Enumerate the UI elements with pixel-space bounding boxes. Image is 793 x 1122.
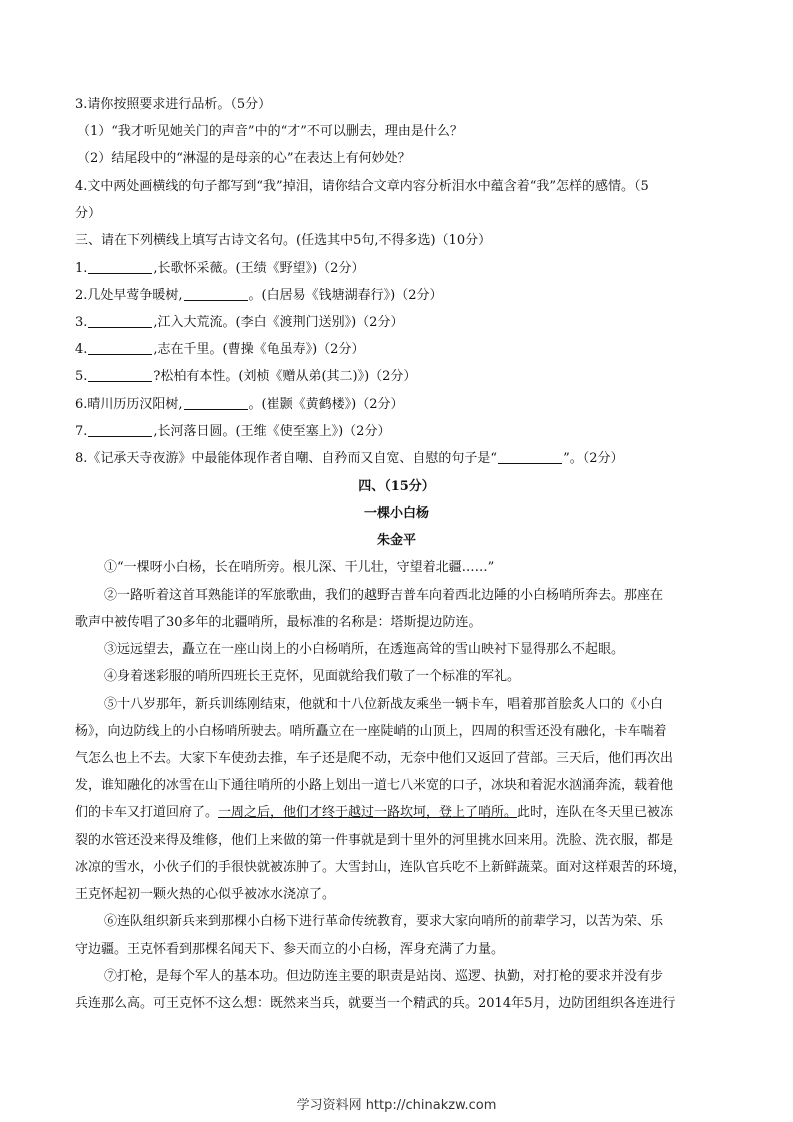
article-title: 一棵小白杨 [363, 506, 429, 521]
poem-item-post: ,长歌怀采薇。(王绩《野望》)（2分） [153, 261, 365, 276]
section4-heading: 四、（15分） [358, 479, 435, 494]
paragraph-2-line-2: 歌声中被传唱了30多年的北疆哨所，最标准的名称是：塔斯提边防连。 [75, 615, 482, 630]
paragraph-5-line-8: 王克怀起初一颗火热的心似乎被冰水浇凉了。 [75, 887, 336, 902]
q3-title: 3.请你按照要求进行品析。（5分） [75, 97, 272, 112]
fill-blank[interactable] [88, 315, 152, 328]
article-author: 朱金平 [376, 533, 416, 548]
poem-item-3 [75, 315, 403, 331]
poem-item-pre: 8.《记承天寺夜游》中最能体现作者自嘲、自矜而又自宽、自慰的句子是“ [75, 451, 498, 466]
poem-item-pre: 4. [75, 342, 88, 357]
poem-item-2 [75, 288, 442, 304]
paragraph-6-line-1: ⑥连队组织新兵来到那棵小白杨下进行革命传统教育，要求大家向哨所的前辈学习，以苦为荣、乐 [104, 914, 664, 929]
paragraph-7-line-1: ⑦打枪，是每个军人的基本功。但边防连主要的职责是站岗、巡逻、执勤，对打枪的要求并没有步 [104, 969, 664, 984]
paragraph-5-line-7: 冰凉的雪水，小伙子们的手很快就被冻肿了。大雪封山，连队官兵吃不上新鲜蔬菜。面对这样艰苦的环境， [75, 860, 687, 875]
q4-line1: 4.文中两处画横线的句子都写到“我”掉泪，请你结合文章内容分析泪水中蕴含着“我”怎样的感情。（5 [75, 179, 649, 194]
fill-blank[interactable] [88, 261, 152, 274]
poem-item-7 [75, 424, 390, 440]
q3-sub1: （1）“我才听见她关门的声音”中的“才”不可以删去，理由是什么？ [77, 124, 463, 139]
poem-item-post: ?松柏有本性。(刘桢《赠从弟(其二)》)（2分） [153, 369, 417, 384]
underlined-sentence: 一周之后，他们才终于越过一路坎坷，登上了哨所。 [218, 805, 518, 820]
q3-sub2: （2）结尾段中的“淋湿的是母亲的心”在表达上有何妙处？ [77, 151, 411, 166]
poem-item-post: ”。（2分） [563, 451, 624, 466]
paragraph-5-line-1: ⑤十八岁那年，新兵训练刚结束，他就和十八位新战友乘坐一辆卡车，唱着那首脍炙人口的《小白 [104, 697, 664, 712]
q4-line2: 分） [75, 206, 102, 221]
paragraph-1: ①“一棵呀小白杨，长在哨所旁。根儿深、干儿壮，守望着北疆……” [104, 560, 495, 575]
poem-item-pre: 7. [75, 424, 88, 439]
poem-item-post: ,长河落日圆。(王维《使至塞上》)（2分） [153, 424, 391, 439]
poem-item-pre: 6.晴川历历汉阳树, [75, 397, 183, 412]
poem-item-8 [75, 451, 623, 467]
fill-blank[interactable] [184, 288, 248, 301]
fill-blank[interactable] [88, 369, 152, 382]
poem-item-post: 。(崔颢《黄鹤楼》)（2分） [248, 397, 404, 412]
paragraph-5-line-6: 裂的水管还没来得及维修，他们上来做的第一件事就是到十里外的河里挑水回来用。洗脸、洗衣服，都是 [75, 833, 674, 848]
paragraph-3: ③远远望去，矗立在一座山岗上的小白杨哨所，在透迤高耸的雪山映衬下显得那么不起眼。 [104, 642, 625, 657]
paragraph-6-line-2: 守边疆。王克怀看到那棵名闻天下、参天而立的小白杨，浑身充满了力量。 [75, 942, 505, 957]
poem-item-6 [75, 397, 403, 413]
fill-blank[interactable] [498, 451, 562, 464]
poem-item-5 [75, 369, 416, 385]
section3-title: 三、请在下列横线上填写古诗文名句。(任选其中5句,不得多选)（10分） [75, 233, 492, 248]
poem-item-pre: 5. [75, 369, 88, 384]
paragraph-7-line-2: 兵连那么高。可王克怀不这么想：既然来当兵，就要当一个精武的兵。2014年5月，边防团组织各连进行 [75, 996, 676, 1011]
poem-item-pre: 2.几处早莺争暖树, [75, 288, 183, 303]
paragraph-text: 此时，连队在冬天里已被冻 [517, 805, 674, 820]
fill-blank[interactable] [88, 424, 152, 437]
poem-item-post: ,志在千里。(曹操《龟虽寿》)（2分） [153, 342, 365, 357]
paragraph-5-line-2: 杨》，向边防线上的小白杨哨所驶去。哨所矗立在一座陡峭的山顶上，四周的积雪还没有融化，卡车喘着 [75, 724, 667, 739]
poem-item-post: ,江入大荒流。(李白《渡荆门送别》)（2分） [153, 315, 404, 330]
poem-item-post: 。(白居易《钱塘湖春行》)（2分） [248, 288, 443, 303]
poem-item-1 [75, 261, 364, 277]
footer-watermark: 学习资料网 http://chinakzw.com [296, 1098, 497, 1113]
fill-blank[interactable] [184, 397, 248, 410]
paragraph-5-line-5 [75, 805, 673, 821]
paragraph-5-line-4: 发，谁知融化的冰雪在山下通往哨所的小路上划出一道七八米宽的口子，冰块和着泥水汹涌奔流，载着他 [75, 778, 674, 793]
paragraph-text: 们的卡车又打道回府了。 [75, 805, 219, 820]
poem-item-pre: 1. [75, 261, 88, 276]
paragraph-2-line-1: ②一路听着这首耳熟能详的军旅歌曲，我们的越野吉普车向着西北边陲的小白杨哨所奔去。那座在 [104, 588, 664, 603]
poem-item-pre: 3. [75, 315, 88, 330]
paragraph-5-line-3: 气怎么也上不去。大家下车使劲去推，车子还是爬不动，无奈中他们又返回了营部。三天后，他们再次出 [75, 751, 674, 766]
poem-item-4 [75, 342, 364, 358]
fill-blank[interactable] [88, 342, 152, 355]
paragraph-4: ④身着迷彩服的哨所四班长王克怀，见面就给我们敬了一个标准的军礼。 [104, 669, 521, 684]
